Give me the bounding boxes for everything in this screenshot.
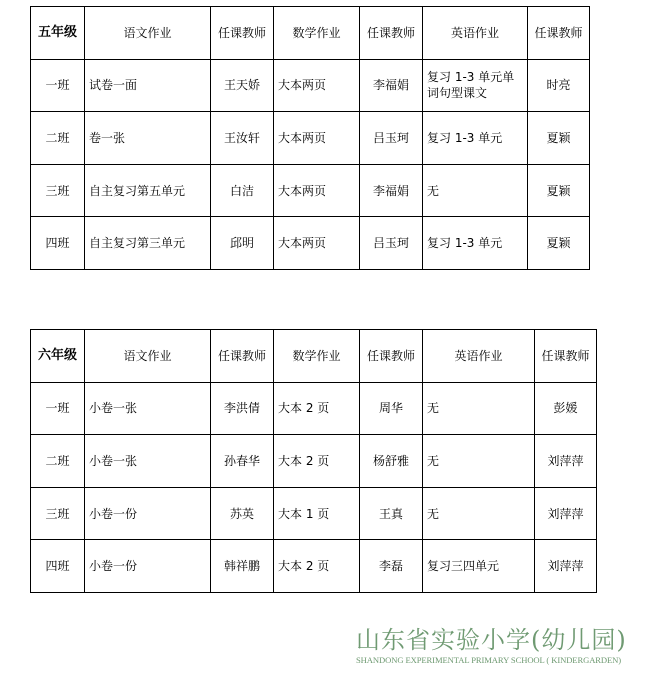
english-teacher-cell: 刘萍萍 <box>535 435 597 488</box>
table-header-row <box>31 7 590 60</box>
math-teacher-cell: 王真 <box>360 487 423 540</box>
table-row <box>31 540 597 593</box>
math-hw-cell: 大本两页 <box>274 217 360 270</box>
math-teacher-cell: 吕玉珂 <box>360 217 423 270</box>
english-hw-cell: 无 <box>423 435 535 488</box>
table-row <box>31 435 597 488</box>
chinese-hw-cell: 小卷一份 <box>85 487 211 540</box>
grade6-homework-table <box>30 329 597 593</box>
class-cell: 四班 <box>31 540 85 593</box>
class-cell: 二班 <box>31 435 85 488</box>
class-cell: 一班 <box>31 59 85 112</box>
english-teacher-cell: 时亮 <box>528 59 590 112</box>
chinese-teacher-cell: 邱明 <box>211 217 274 270</box>
header-teacher: 任课教师 <box>360 330 423 383</box>
header-chinese-hw: 语文作业 <box>85 7 211 60</box>
header-teacher: 任课教师 <box>211 7 274 60</box>
school-name-chinese: 山东省实验小学(幼儿园) <box>356 626 627 654</box>
math-teacher-cell: 吕玉珂 <box>360 112 423 165</box>
math-hw-cell: 大本 1 页 <box>274 487 360 540</box>
english-teacher-cell: 刘萍萍 <box>535 487 597 540</box>
header-teacher: 任课教师 <box>211 330 274 383</box>
header-teacher: 任课教师 <box>528 7 590 60</box>
chinese-teacher-cell: 王汝轩 <box>211 112 274 165</box>
english-teacher-cell: 刘萍萍 <box>535 540 597 593</box>
table-row <box>31 112 590 165</box>
english-teacher-cell: 夏颖 <box>528 112 590 165</box>
header-teacher: 任课教师 <box>535 330 597 383</box>
chinese-teacher-cell: 李洪倩 <box>211 382 274 435</box>
math-teacher-cell: 杨舒雅 <box>360 435 423 488</box>
english-hw-cell: 复习三四单元 <box>423 540 535 593</box>
table-row <box>31 487 597 540</box>
math-hw-cell: 大本 2 页 <box>274 540 360 593</box>
chinese-hw-cell: 小卷一份 <box>85 540 211 593</box>
header-teacher: 任课教师 <box>360 7 423 60</box>
chinese-hw-cell: 自主复习第五单元 <box>85 164 211 217</box>
header-english-hw: 英语作业 <box>423 7 528 60</box>
table-header-row <box>31 330 597 383</box>
chinese-teacher-cell: 白洁 <box>211 164 274 217</box>
grade5-homework-table <box>30 6 590 270</box>
chinese-hw-cell: 卷一张 <box>85 112 211 165</box>
chinese-teacher-cell: 王天娇 <box>211 59 274 112</box>
math-teacher-cell: 李福娟 <box>360 164 423 217</box>
class-cell: 一班 <box>31 382 85 435</box>
header-english-hw: 英语作业 <box>423 330 535 383</box>
english-hw-cell: 无 <box>423 382 535 435</box>
table-row <box>31 59 590 112</box>
header-chinese-hw: 语文作业 <box>85 330 211 383</box>
header-math-hw: 数学作业 <box>274 330 360 383</box>
chinese-hw-cell: 自主复习第三单元 <box>85 217 211 270</box>
math-teacher-cell: 李磊 <box>360 540 423 593</box>
math-teacher-cell: 周华 <box>360 382 423 435</box>
school-watermark <box>356 626 652 666</box>
math-hw-cell: 大本 2 页 <box>274 382 360 435</box>
math-hw-cell: 大本 2 页 <box>274 435 360 488</box>
english-hw-cell: 无 <box>423 487 535 540</box>
math-hw-cell: 大本两页 <box>274 164 360 217</box>
table-row <box>31 217 590 270</box>
chinese-hw-cell: 小卷一张 <box>85 435 211 488</box>
math-hw-cell: 大本两页 <box>274 112 360 165</box>
grade-title: 五年级 <box>31 7 85 60</box>
chinese-teacher-cell: 韩祥鹏 <box>211 540 274 593</box>
table-row <box>31 164 590 217</box>
class-cell: 三班 <box>31 164 85 217</box>
chinese-teacher-cell: 孙春华 <box>211 435 274 488</box>
english-hw-cell: 复习 1-3 单元 <box>423 217 528 270</box>
class-cell: 四班 <box>31 217 85 270</box>
english-hw-cell: 复习 1-3 单元单词句型课文 <box>423 59 528 112</box>
school-name-english: SHANDONG EXPERIMENTAL PRIMARY SCHOOL ( KINDERGARDEN) <box>356 655 622 665</box>
english-teacher-cell: 夏颖 <box>528 164 590 217</box>
table-row <box>31 382 597 435</box>
english-teacher-cell: 彭媛 <box>535 382 597 435</box>
english-teacher-cell: 夏颖 <box>528 217 590 270</box>
english-hw-cell: 复习 1-3 单元 <box>423 112 528 165</box>
header-math-hw: 数学作业 <box>274 7 360 60</box>
english-hw-cell: 无 <box>423 164 528 217</box>
grade-title: 六年级 <box>31 330 85 383</box>
math-hw-cell: 大本两页 <box>274 59 360 112</box>
chinese-teacher-cell: 苏英 <box>211 487 274 540</box>
math-teacher-cell: 李福娟 <box>360 59 423 112</box>
class-cell: 三班 <box>31 487 85 540</box>
class-cell: 二班 <box>31 112 85 165</box>
chinese-hw-cell: 试卷一面 <box>85 59 211 112</box>
chinese-hw-cell: 小卷一张 <box>85 382 211 435</box>
